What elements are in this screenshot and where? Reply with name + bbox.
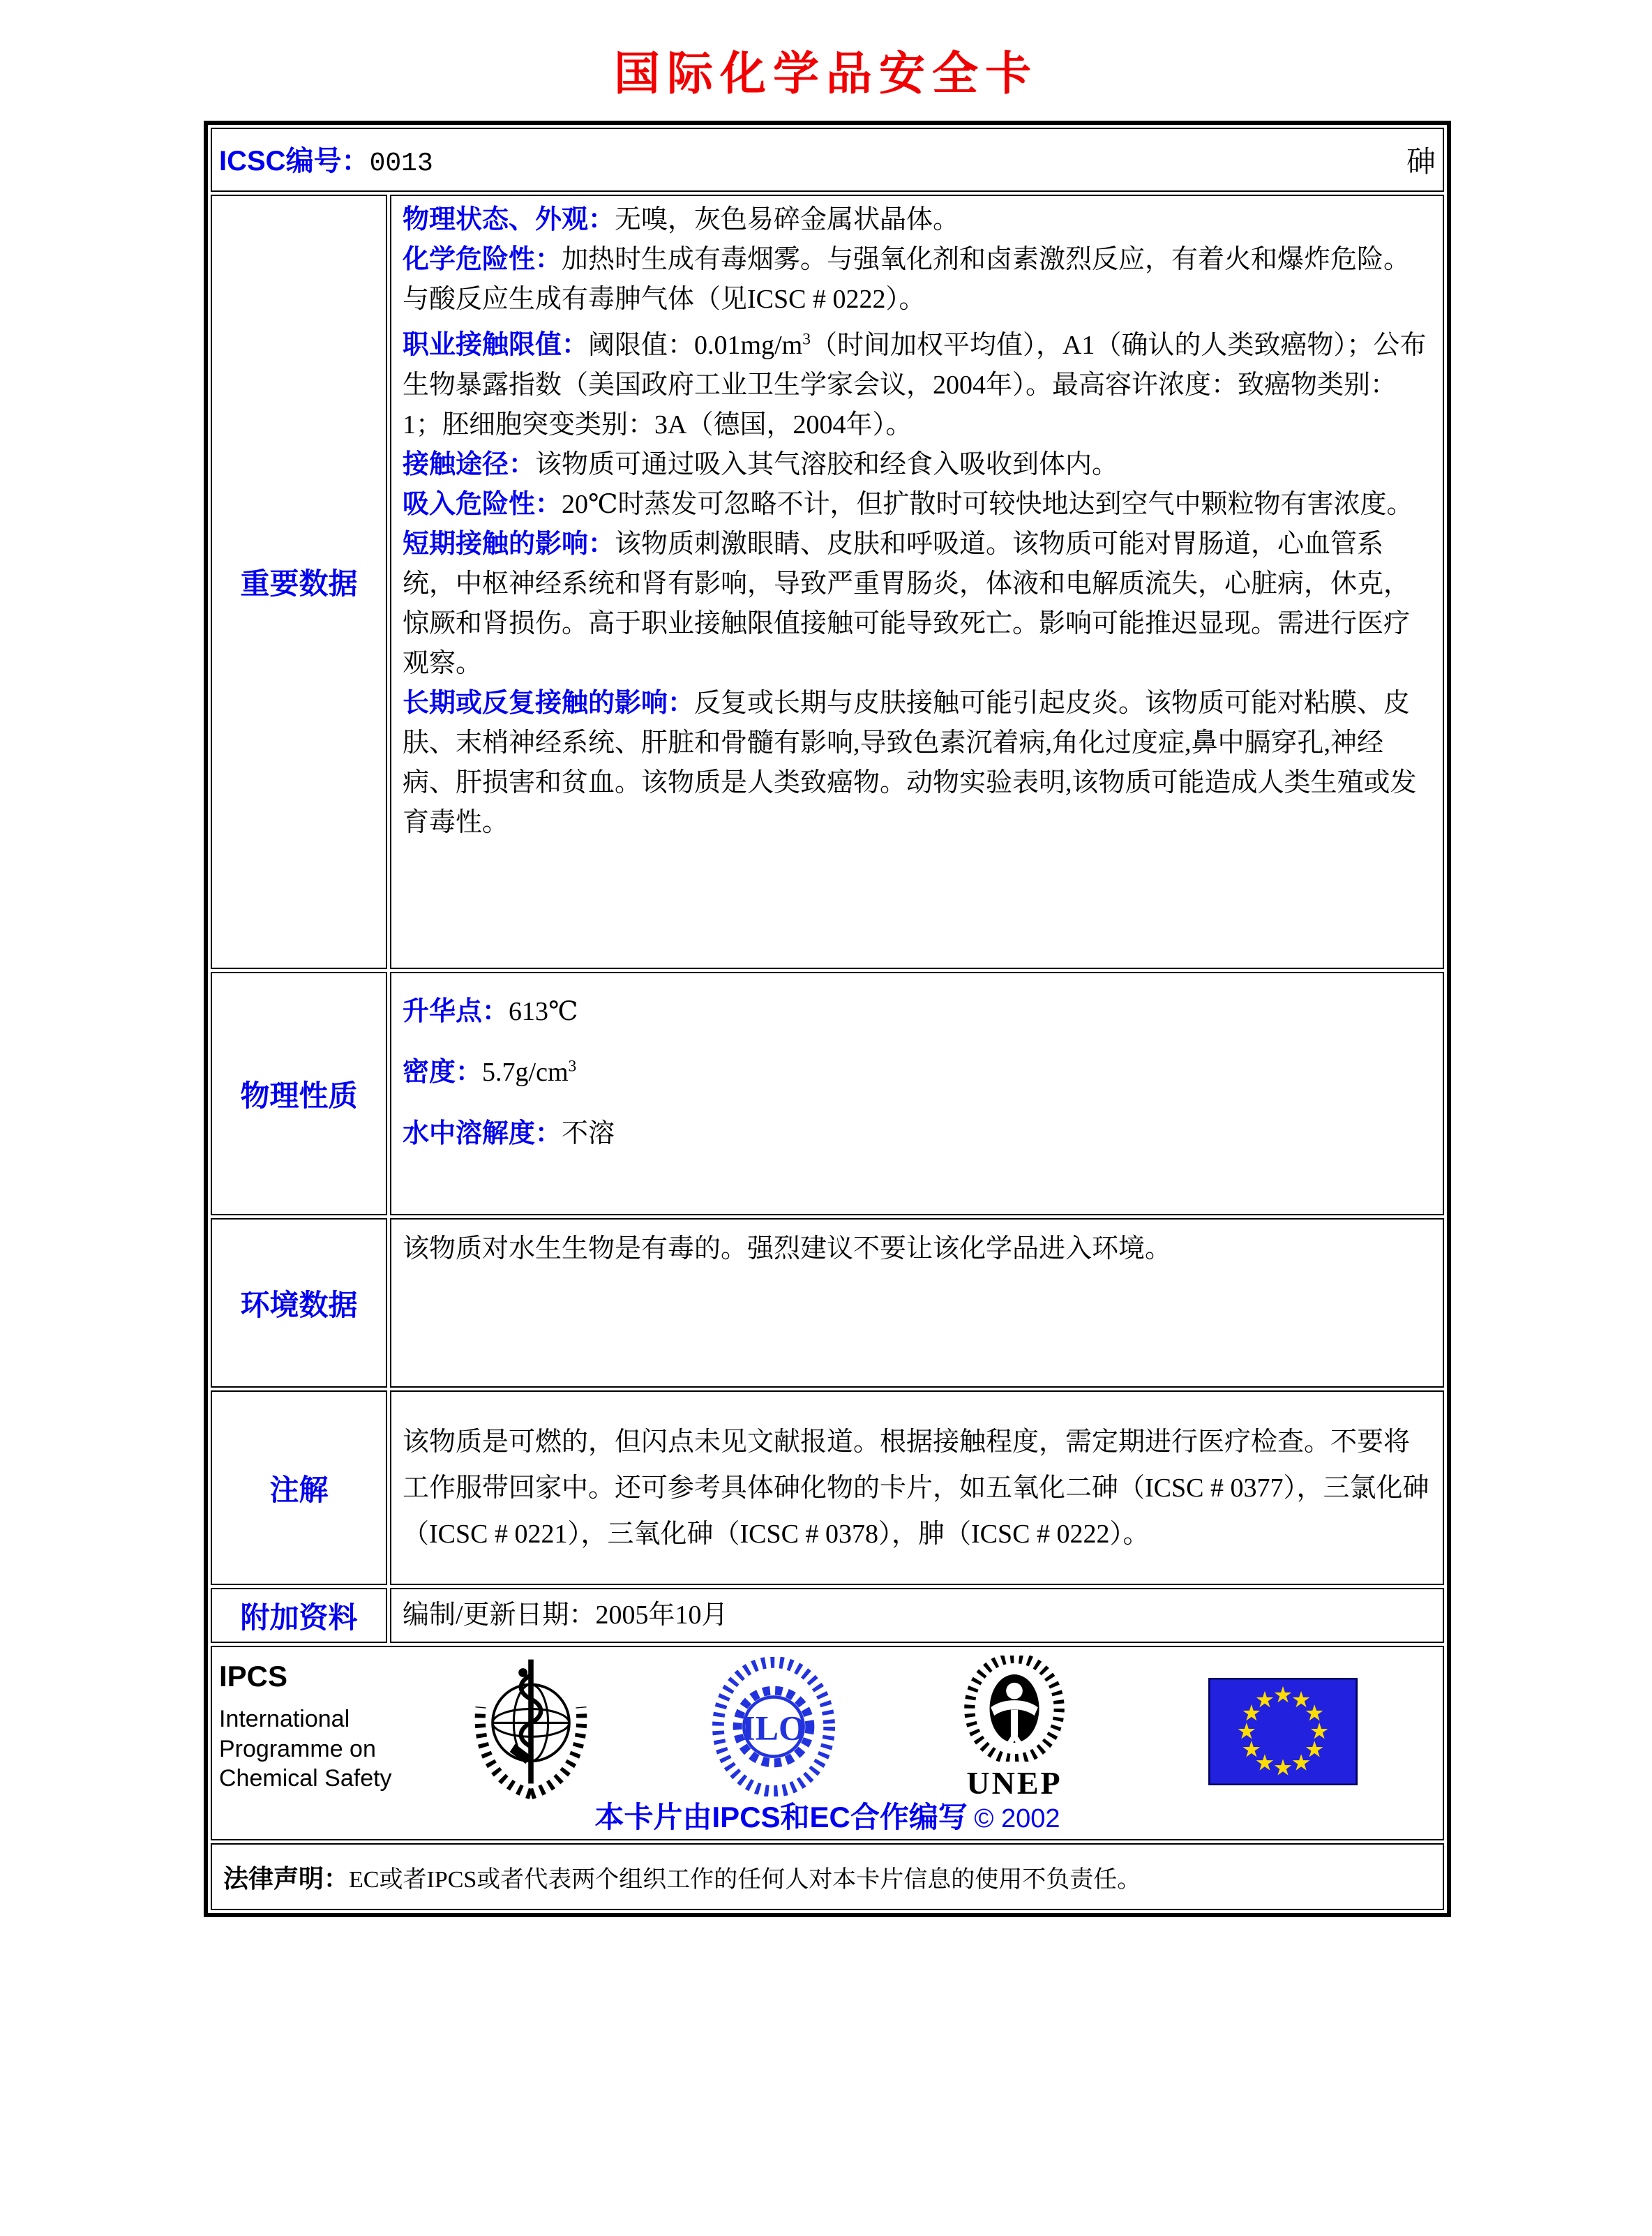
- additional-info-row: [211, 1588, 1444, 1643]
- data-item: [403, 525, 1432, 684]
- legal-row: [211, 1843, 1444, 1910]
- field-label: 物理状态、外观：: [403, 205, 615, 234]
- legal-text: EC或者IPCS或者代表两个组织工作的任何人对本卡片信息的使用不负责任。: [349, 1866, 1141, 1893]
- field-label: 短期接触的影响：: [403, 529, 615, 559]
- important-data-section-label: 重要数据: [211, 195, 387, 969]
- field-label: 接触途径：: [403, 449, 536, 479]
- additional-info-cell: [390, 1588, 1444, 1643]
- who-logo-icon: [465, 1654, 597, 1802]
- field-label: 水中溶解度：: [403, 1118, 562, 1148]
- field-value: 反复或长期与皮肤接触可能引起皮炎。该物质可能对粘膜、皮肤、末梢神经系统、肝脏和骨髓有影响,导致色素沉着病,角化过度症,鼻中膈穿孔,神经病、肝损害和贫血。该物质是人类致癌物。动物实验表明,该物质可能造成人类生殖或发育毒性。: [403, 688, 1417, 837]
- field-label: 职业接触限值：: [403, 330, 589, 360]
- page-title: 国际化学品安全卡: [614, 49, 1038, 100]
- important-data-content: [403, 200, 1432, 843]
- credit-line: [212, 1794, 1443, 1836]
- data-item: [403, 1055, 1432, 1090]
- ipcs-line: Chemical Safety: [219, 1765, 392, 1792]
- field-label: 升华点：: [403, 997, 509, 1026]
- notes-text: 该物质是可燃的，但闪点未见文献报道。根据接触程度，需定期进行医疗检查。不要将工作服带回家中。还可参考具体砷化物的卡片，如五氧化二砷（ICSC # 0377），三氯化砷（ICSC # 0221），三氧化砷（ICSC # 0378），胂（ICSC # 0222）。: [403, 1427, 1429, 1549]
- field-value: 613℃: [509, 997, 578, 1026]
- additional-info-section-label: 附加资料: [211, 1588, 387, 1643]
- data-item: [403, 1116, 1432, 1152]
- physical-properties-row: [211, 972, 1444, 1215]
- icsc-card-table: [204, 121, 1451, 1917]
- ipcs-title: IPCS: [219, 1660, 288, 1693]
- important-data-cell: [390, 195, 1444, 969]
- header-row: [211, 128, 1444, 192]
- chemical-name: 砷: [1406, 147, 1436, 179]
- notes-section-label: 注解: [211, 1390, 387, 1585]
- data-item: [403, 240, 1432, 320]
- ipcs-line: Programme on: [219, 1735, 376, 1762]
- logos-cell: [211, 1646, 1444, 1840]
- field-value: 阈限值：$0.01mg/m^3$（时间加权平均值），A1（确认的人类致癌物）；公布生物暴露指数（美国政府工业卫生学家会议，2004年）。最高容许浓度：致癌物类别：1；胚细胞突变类别：3A（德国，2004年）。: [403, 330, 1427, 440]
- credit-year: © 2002: [974, 1804, 1060, 1833]
- header-cell: [211, 128, 1444, 192]
- field-value: 该物质刺激眼睛、皮肤和呼吸道。该物质可能对胃肠道，心血管系统，中枢神经系统和肾有影响，导致严重胃肠炎，体液和电解质流失，心脏病，休克，惊厥和肾损伤。高于职业接触限值接触可能导致死亡。影响可能推迟显现。需进行医疗观察。: [403, 529, 1411, 678]
- icsc-number-value: 0013: [369, 149, 433, 179]
- credit-text: 本卡片由IPCS和EC合作编写: [594, 1801, 968, 1833]
- unep-wordmark: UNEP: [966, 1765, 1062, 1801]
- physical-properties-content: [403, 994, 1432, 1152]
- field-label: 长期或反复接触的影响：: [403, 688, 695, 718]
- environmental-data-text: 该物质对水生生物是有毒的。强烈建议不要让该化学品进入环境。: [403, 1234, 1172, 1263]
- field-label: 化学危险性：: [403, 245, 562, 274]
- field-value: 该物质可通过吸入其气溶胶和经食入吸收到体内。: [535, 449, 1119, 479]
- notes-cell: [390, 1390, 1444, 1585]
- field-label: 吸入危险性：: [403, 489, 562, 519]
- data-item: [403, 684, 1432, 843]
- environmental-data-section-label: 环境数据: [211, 1218, 387, 1388]
- field-value: $5.7g/cm^3$: [482, 1057, 577, 1088]
- data-item: [403, 485, 1432, 525]
- unep-logo-icon: [955, 1656, 1074, 1762]
- field-value: 无嗅，灰色易碎金属状晶体。: [615, 205, 960, 234]
- physical-properties-cell: [390, 972, 1444, 1215]
- environmental-data-cell: [390, 1218, 1444, 1388]
- legal-label: 法律声明：: [223, 1863, 350, 1893]
- notes-row: [211, 1390, 1444, 1585]
- data-item: [403, 320, 1432, 445]
- ilo-letters: ILO: [742, 1708, 806, 1748]
- data-item: [403, 445, 1432, 485]
- eu-flag-icon: [1208, 1678, 1358, 1785]
- ipcs-line: International: [219, 1706, 350, 1732]
- data-item: [403, 994, 1432, 1030]
- icsc-number-label: ICSC编号：: [219, 146, 370, 177]
- data-item: [403, 200, 1432, 240]
- environmental-data-row: [211, 1218, 1444, 1388]
- logos-row: [211, 1646, 1444, 1840]
- field-value: 加热时生成有毒烟雾。与强氧化剂和卤素激烈反应，有着火和爆炸危险。与酸反应生成有毒胂气体（见ICSC # 0222）。: [403, 245, 1411, 314]
- important-data-row: [211, 195, 1444, 969]
- field-value: 不溶: [562, 1118, 615, 1148]
- physical-properties-section-label: 物理性质: [211, 972, 387, 1215]
- ilo-logo-icon: [709, 1657, 839, 1796]
- field-label: 密度：: [403, 1058, 483, 1088]
- update-date-text: 编制/更新日期：2005年10月: [403, 1600, 728, 1630]
- field-value: 20℃时蒸发可忽略不计，但扩散时可较快地达到空气中颗粒物有害浓度。: [562, 489, 1413, 519]
- legal-cell: [211, 1843, 1444, 1910]
- ipcs-text-block: [219, 1660, 392, 1794]
- icsc-page: [0, 36, 1652, 2236]
- unep-logo-block: [948, 1656, 1081, 1801]
